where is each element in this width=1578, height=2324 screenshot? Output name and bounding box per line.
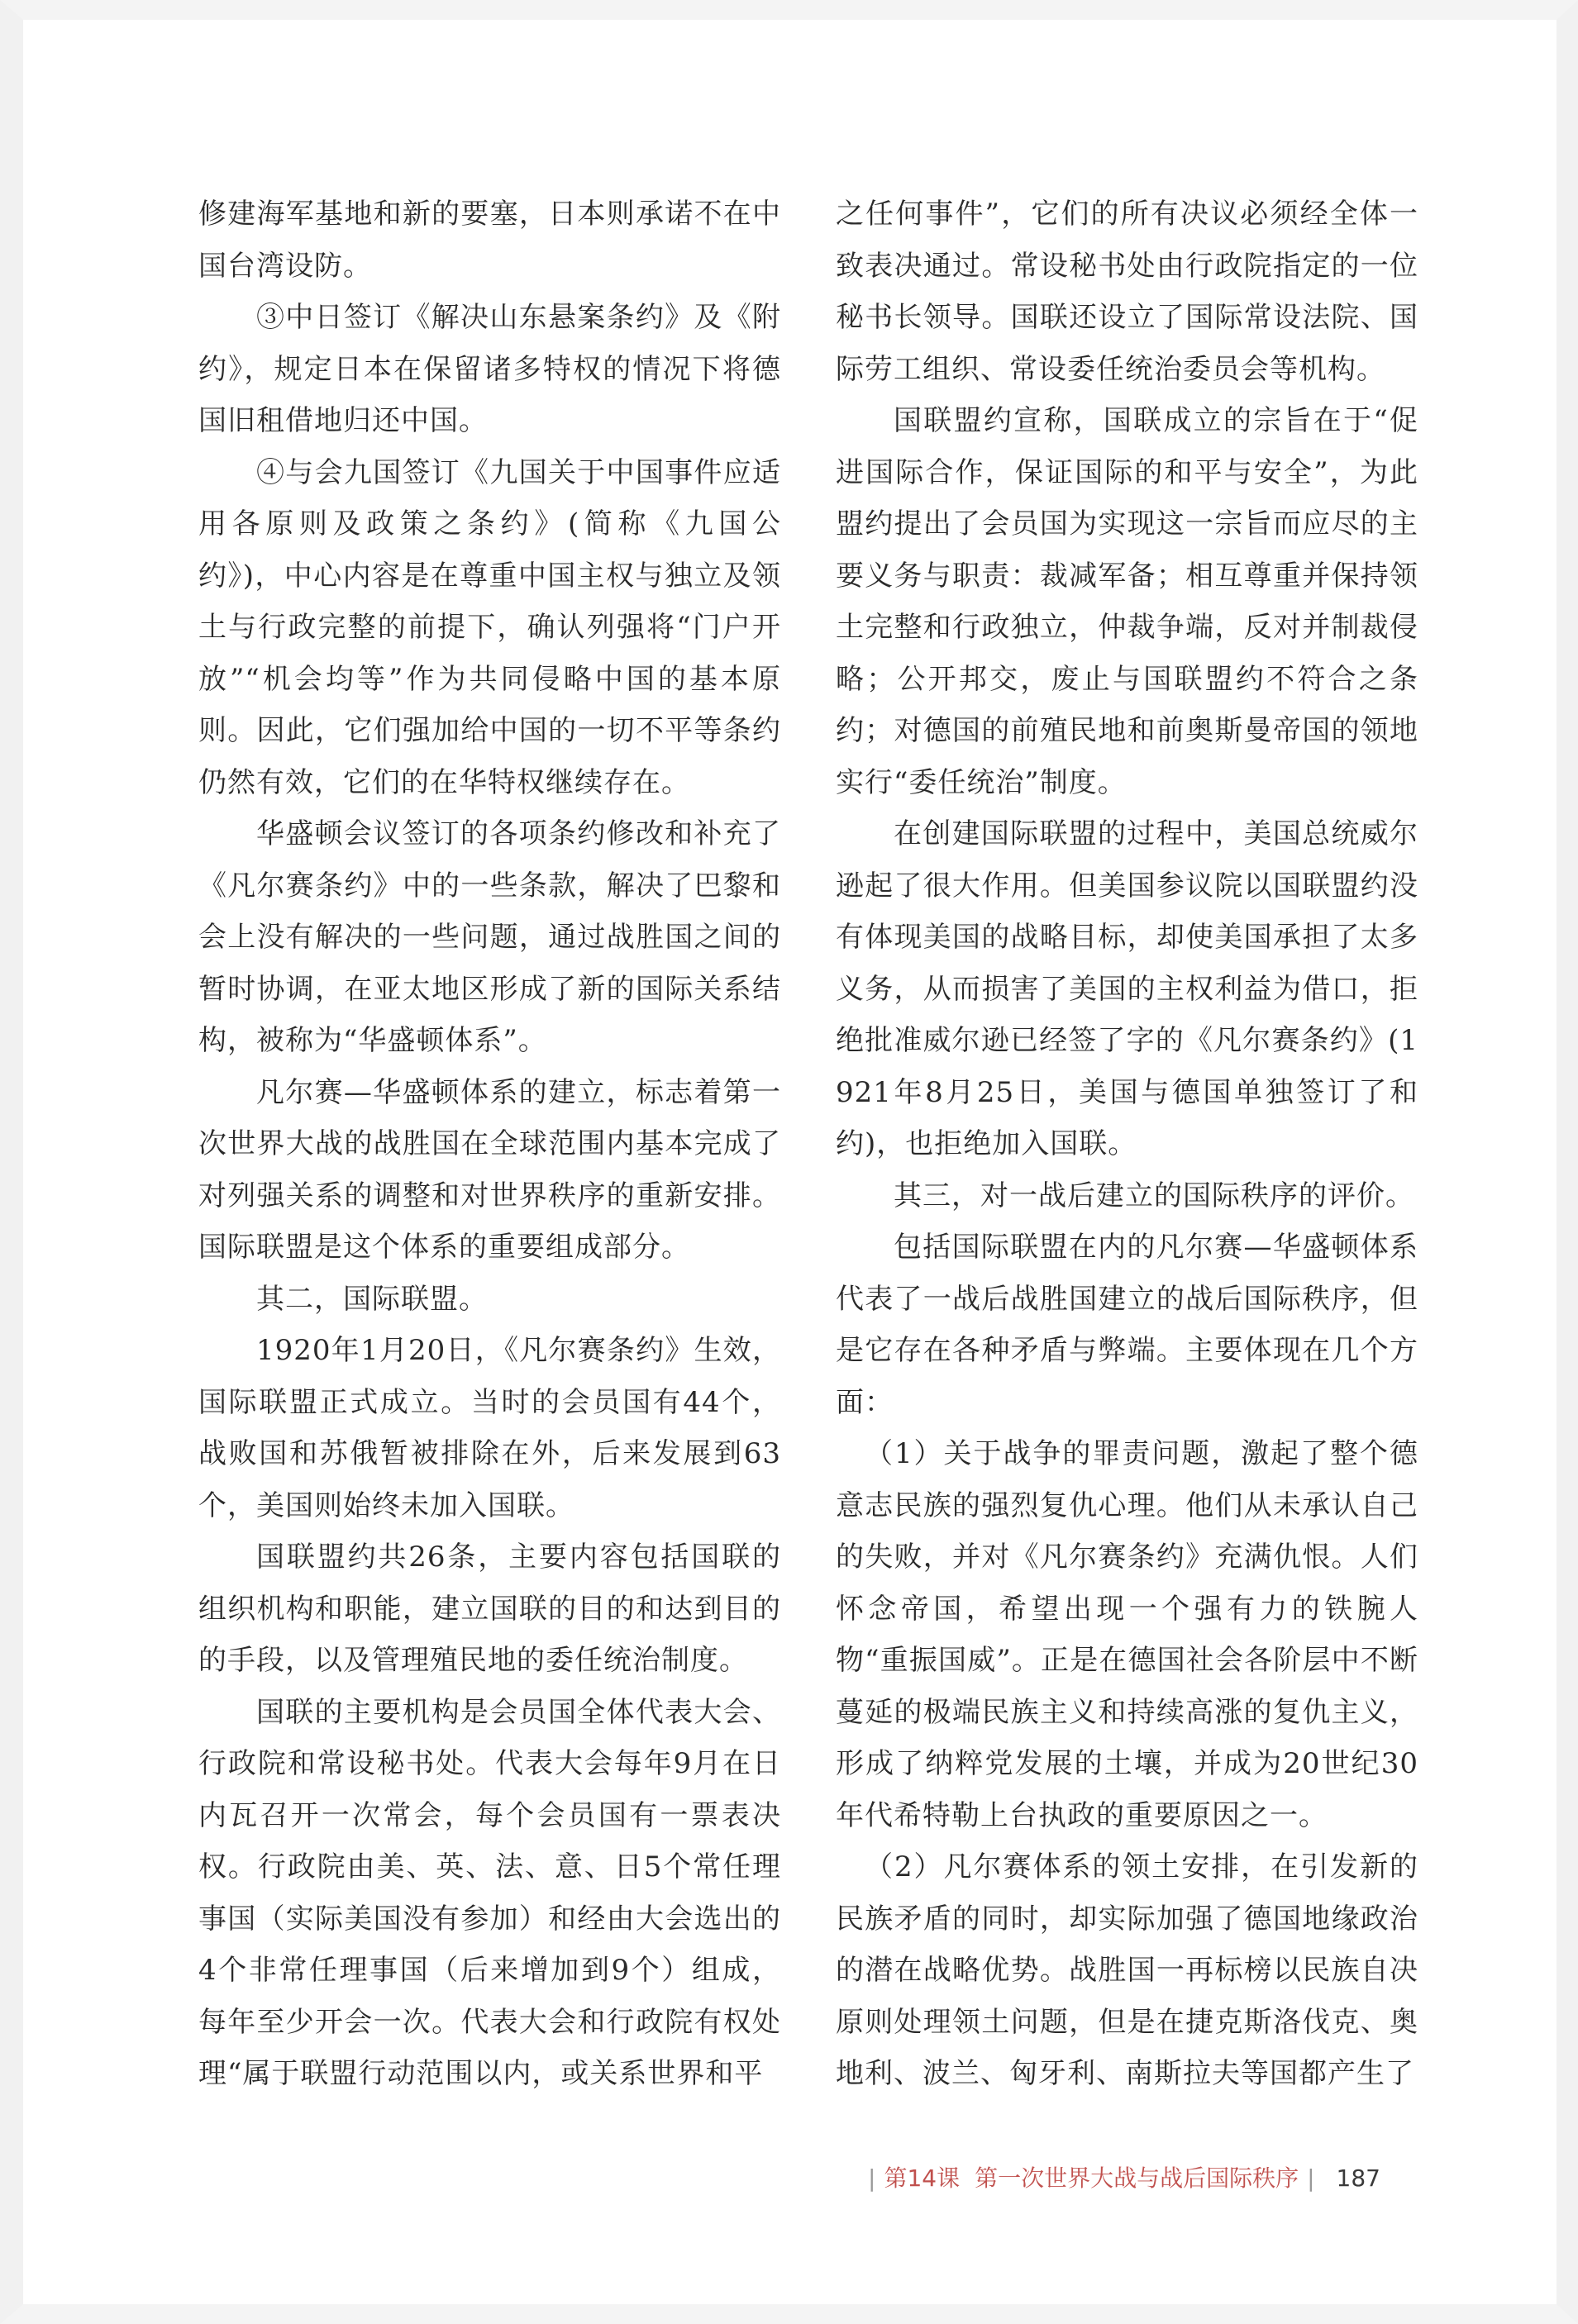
paragraph: 之任何事件”，它们的所有决议必须经全体一致表决通过。常设秘书处由行政院指定的一位秘书长领导。国联还设立了国际常设法院、国际劳工组织、常设委任统治委员会等机构。 (836, 198, 1418, 386)
section-heading: 其二，国际联盟。 (256, 1282, 488, 1316)
section-heading: 其三，对一战后建立的国际秩序的评价。 (894, 1179, 1414, 1212)
footer-separator: | (1307, 2164, 1315, 2192)
paragraph: ④与会九国签订《九国关于中国事件应适用各原则及政策之条约》(简称《九国公约》)，中心内容是在尊重中国主权与独立及领土与行政完整的前提下，确认列强将“门户开放”“机会均等”作为共同侵略中国的基本原则。因此，它们强加给中国的一切不平等条约仍然有效，它们的在华特权继续存在。 (198, 455, 781, 799)
paragraph: 包括国际联盟在内的凡尔赛—华盛顿体系代表了一战后战胜国建立的战后国际秩序，但是它存在各种矛盾与弊端。主要体现在几个方面： (836, 1231, 1418, 1419)
footer-separator: | (868, 2164, 876, 2192)
paragraph: 国联的主要机构是会员国全体代表大会、行政院和常设秘书处。代表大会每年9月在日内瓦召开一次常会，每个会员国有一票表决权。行政院由美、英、法、意、日5个常任理事国（实际美国没有参加）和经由大会选出的4个非常任理事国（后来增加到9个）组成，每年至少开会一次。代表大会和行政院有权处理“属于联盟行动范围以内，或关系世界和平 (198, 1695, 781, 2090)
list-item: （1）关于战争的罪责问题，激起了整个德意志民族的强烈复仇心理。他们从未承认自己的失败，并对《凡尔赛条约》充满仇恨。人们怀念帝国，希望出现一个强有力的铁腕人物“重振国威”。正是在德国社会各阶层中不断蔓延的极端民族主义和持续高涨的复仇主义，形成了纳粹党发展的土壤，并成为20世纪30年代希特勒上台执政的重要原因之一。 (836, 1437, 1418, 1832)
paragraph: 1920年1月20日，《凡尔赛条约》生效，国际联盟正式成立。当时的会员国有44个，战败国和苏俄暂被排除在外，后来发展到63个，美国则始终未加入国联。 (198, 1334, 781, 1522)
paragraph: ③中日签订《解决山东悬案条约》及《附约》，规定日本在保留诸多特权的情况下将德国旧租借地归还中国。 (198, 301, 781, 437)
chapter-title: 第一次世界大战与战后国际秩序 (975, 2164, 1299, 2192)
paragraph: 修建海军基地和新的要塞，日本则承诺不在中国台湾设防。 (198, 198, 781, 283)
list-item: （2）凡尔赛体系的领土安排，在引发新的民族矛盾的同时，却实际加强了德国地缘政治的潜在战略优势。战胜国一再标榜以民族自决原则处理领土问题，但是在捷克斯洛伐克、奥地利、波兰、匈牙利、南斯拉夫等国都产生了 (836, 1850, 1418, 2090)
page-footer (860, 2160, 1422, 2197)
paragraph: 凡尔赛—华盛顿体系的建立，标志着第一次世界大战的战胜国在全球范围内基本完成了对列强关系的调整和对世界秩序的重新安排。国际联盟是这个体系的重要组成部分。 (198, 1075, 781, 1264)
paragraph: 华盛顿会议签订的各项条约修改和补充了《凡尔赛条约》中的一些条款，解决了巴黎和会上没有解决的一些问题，通过战胜国之间的暂时协调，在亚太地区形成了新的国际关系结构，被称为“华盛顿体系”。 (198, 817, 781, 1057)
lesson-label: 第14课 (884, 2164, 961, 2192)
paragraph: 国联盟约共26条，主要内容包括国联的组织机构和职能，建立国联的目的和达到目的的手段，以及管理殖民地的委任统治制度。 (198, 1541, 781, 1677)
right-column (836, 188, 1418, 2100)
paragraph: 国联盟约宣称，国联成立的宗旨在于“促进国际合作，保证国际的和平与安全”，为此盟约提出了会员国为实现这一宗旨而应尽的主要义务与职责：裁减军备；相互尊重并保持领土完整和行政独立，仲裁争端，反对并制裁侵略；公开邦交，废止与国联盟约不符合之条约；对德国的前殖民地和前奥斯曼帝国的领地实行“委任统治”制度。 (836, 404, 1418, 799)
left-column (198, 188, 781, 2100)
paragraph: 在创建国际联盟的过程中，美国总统威尔逊起了很大作用。但美国参议院以国联盟约没有体现美国的战略目标，却使美国承担了太多义务，从而损害了美国的主权利益为借口，拒绝批准威尔逊已经签了字的《凡尔赛条约》(1921年8月25日，美国与德国单独签订了和约)，也拒绝加入国联。 (836, 817, 1418, 1160)
page-number: 187 (1336, 2164, 1380, 2192)
